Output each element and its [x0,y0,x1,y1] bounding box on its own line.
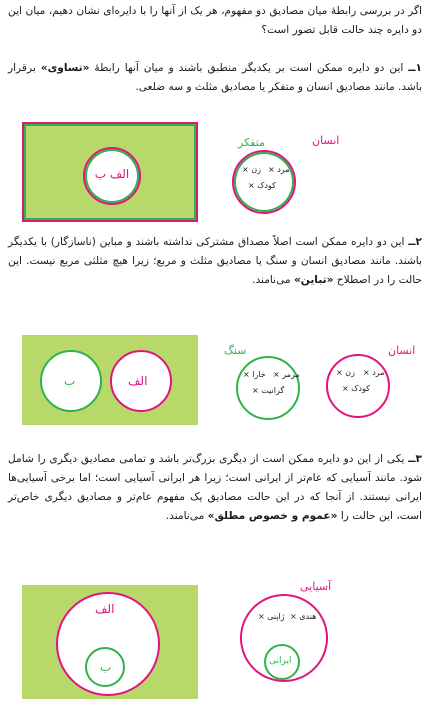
figure-2-label-stone: سنگ [224,344,247,357]
section-1-paragraph [8,59,422,97]
section-3-paragraph [8,450,422,526]
figure-3-item-indian: هندی × [290,612,317,621]
section-1-text-before: این دو دایره ممکن است بر یکدیگر منطبق باشند و میان آنها رابطهٔ [89,62,409,74]
section-2-paragraph [8,233,422,290]
figure-2-item-granite-hard: خارا × [243,370,266,379]
figure-2-item-granite: گرانیت × [252,386,285,395]
figure-2-label-b: ب [64,374,76,388]
figure-2-item-woman: زن × [336,368,355,377]
figure-3-label-asian: آسیایی [300,580,332,593]
figure-1-item-child: کودک × [248,181,276,190]
section-3-number: ۳ــ [408,453,422,465]
figure-2-item-man: مرد × [363,368,385,377]
section-2-text-after: می‌نامند. [252,274,294,286]
figure-1 [0,115,431,225]
section-1-number: ۱ــ [408,62,422,74]
section-3-text-after: می‌نامند. [165,510,208,522]
section-2-number: ۲ــ [408,236,422,248]
figure-1-box-label: الف ب [94,167,130,181]
figure-3 [0,580,431,705]
section-1-text-after: برقرار باشد. مانند مصادیق انسان و متفکر یا مصادیق مثلث و سه ضلعی. [8,62,422,93]
figure-2-item-child: کودک × [342,384,370,393]
figure-2 [0,330,431,430]
figure-3-label-iranian: ایرانی [269,656,292,666]
figure-1-item-man: مرد × [268,165,290,174]
figure-1-label-human: انسان [312,134,340,147]
figure-1-item-woman: زن × [242,165,261,174]
figure-2-label-human: انسان [388,344,416,357]
figure-2-label-a: الف [128,374,148,388]
figure-3-label-a: الف [95,602,115,616]
section-1-term: «تساوی» [40,62,90,74]
figure-2-item-marble: مرمر × [273,370,300,379]
figure-1-label-thinker: متفکر [238,136,265,149]
figure-3-label-b: ب [100,660,112,674]
section-2-term: «تباین» [293,274,334,286]
intro-paragraph: اگر در بررسی رابطهٔ میان مصادیق دو مفهوم، هر یک از آنها را با دایره‌ای نشان دهیم، میان این دو دایره چند حالت قابل تصور است؟ [8,5,422,36]
section-3-text-before: یکی از این دو دایره ممکن است از دیگری بزرگ‌تر باشد و تمامی مصادیق دیگری را شامل شود. مانند آسیایی که عام‌تر از ایرانی است؛ زیرا هر ایرانی آسیایی است؛ اما برخی آسیایی‌ها ایرانی نیستند. از آنجا که در این حالت مصادیق یک مفهوم عام‌تر و مصادیق دیگری خاص‌تر است، این حالت را [8,453,422,522]
figure-3-item-japanese: ژاپنی × [258,612,285,621]
section-3-term: «عموم و خصوص مطلق» [207,510,338,522]
section-2-text-before: این دو دایره ممکن است اصلاً مصداق مشترکی نداشته باشند و مباین (ناسازگار) با یکدیگر باشند. مانند مصادیق انسان و سنگ یا مصادیق مثلث و مربع؛ زیرا هیچ مثلثی مربع نیست. این حالت را در اصطلاح [8,236,422,286]
